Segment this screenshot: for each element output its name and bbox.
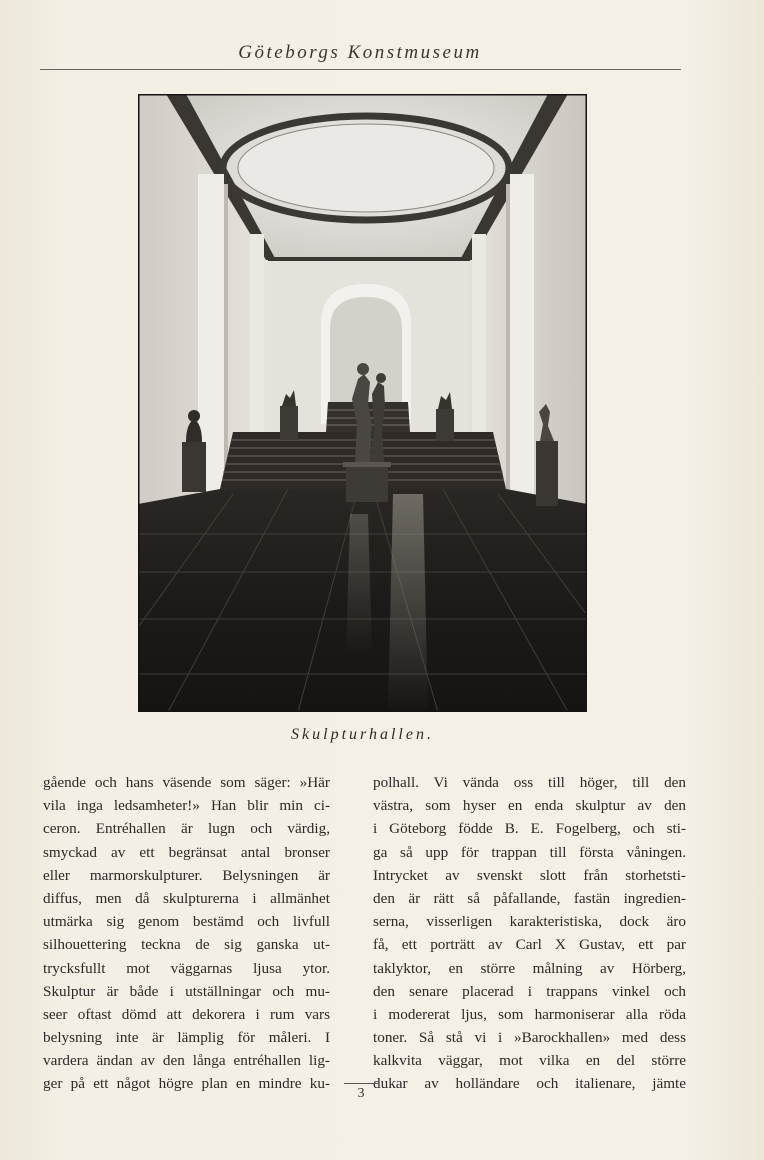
text-line: få, ett porträtt av Carl X Gustav, ett par xyxy=(373,936,686,954)
page-number: 3 xyxy=(357,1086,365,1101)
text-line: den senare placerad i trappans vinkel och xyxy=(373,982,686,1000)
text-line: diffus, men då skulpturerna i allmänhet xyxy=(43,889,330,907)
text-line: utmärka sig genom bestämd och livfull xyxy=(43,913,330,931)
text-line: seer oftast dömd att dekorera i rum vars xyxy=(43,1005,330,1023)
text-line: belysning inte är lämplig för måleri. I xyxy=(43,1029,330,1047)
page-number-rule xyxy=(344,1083,378,1084)
text-line: ger på ett något högre plan en mindre ku- xyxy=(43,1075,330,1093)
text-line: serna, visserligen karakteristiska, dock äro xyxy=(373,913,686,931)
text-line: eller marmorskulpturer. Belysningen är xyxy=(43,866,330,884)
text-column-left xyxy=(43,771,330,1096)
text-line: dukar av holländare och italienare, jämte xyxy=(373,1075,686,1093)
text-line: i Göteborg födde B. E. Fogelberg, och sti- xyxy=(373,820,686,838)
text-line: Intrycket av svenskt slott från storhetsti- xyxy=(373,866,686,884)
text-line: gående och hans väsende som säger: »Här xyxy=(43,774,330,791)
text-line: smyckad av ett begränsat antal bronser xyxy=(43,843,330,861)
text-line: ceron. Entréhallen är lugn och värdig, xyxy=(43,820,330,838)
text-column-right xyxy=(373,771,686,1096)
text-line: trycksfullt mot väggarnas ljusa ytor. xyxy=(43,959,330,977)
header-rule xyxy=(40,69,681,70)
text-line: polhall. Vi vända oss till höger, till den xyxy=(373,774,686,791)
sculpture-hall-photo xyxy=(138,94,587,712)
text-line: vila inga ledsamheter!» Han blir min ci- xyxy=(43,797,330,815)
text-line: Skulptur är både i utställningar och mu- xyxy=(43,982,330,1000)
text-line: taklyktor, en större målning av Hörberg, xyxy=(373,959,686,977)
text-line: västra, som hyser en enda skulptur av den xyxy=(373,797,686,815)
text-line: silhouettering teckna de sig ganska ut- xyxy=(43,936,330,954)
text-line: i modererat ljus, som harmoniserar alla röda xyxy=(373,1005,686,1023)
text-line: den är rätt så påfallande, fastän ingredien- xyxy=(373,889,686,907)
text-line: vardera ändan av den långa entréhallen lig- xyxy=(43,1052,330,1070)
text-line: ga så upp för trappan till första våningen. xyxy=(373,843,686,861)
text-line: toner. Så stå vi i »Barockhallen» med dess xyxy=(373,1029,686,1047)
photo-caption: Skulpturhallen. xyxy=(291,726,434,743)
running-head: Göteborgs Konstmuseum xyxy=(238,42,482,63)
text-line: kalkvita väggar, mot vilka en del större xyxy=(373,1052,686,1070)
